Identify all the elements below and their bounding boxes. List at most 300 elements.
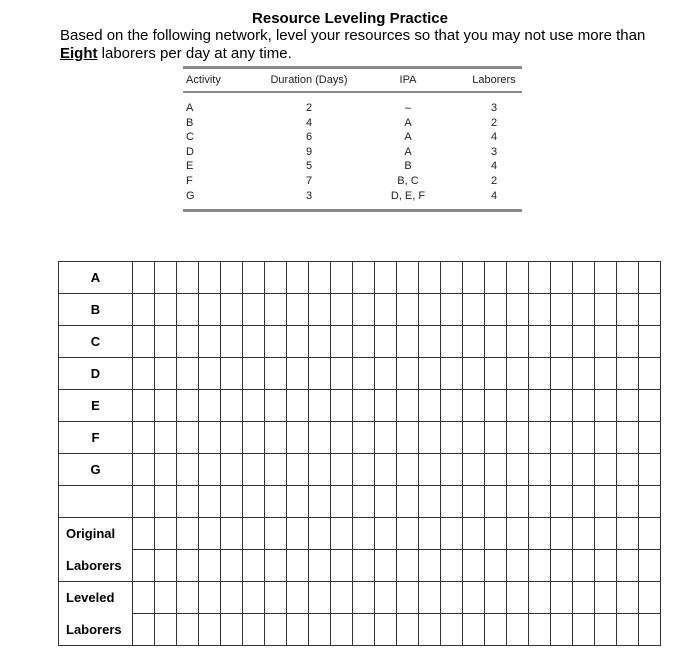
grid-cell[interactable]	[221, 422, 243, 454]
grid-cell[interactable]	[485, 518, 507, 550]
grid-cell[interactable]	[155, 294, 177, 326]
grid-cell[interactable]	[485, 550, 507, 582]
grid-cell[interactable]	[309, 614, 331, 646]
grid-cell[interactable]	[441, 294, 463, 326]
grid-cell[interactable]	[265, 294, 287, 326]
grid-cell[interactable]	[133, 262, 155, 294]
grid-cell[interactable]	[375, 486, 397, 518]
grid-cell[interactable]	[155, 486, 177, 518]
grid-cell[interactable]	[617, 326, 639, 358]
grid-cell[interactable]	[133, 454, 155, 486]
grid-cell[interactable]	[617, 518, 639, 550]
grid-cell[interactable]	[265, 518, 287, 550]
grid-cell[interactable]	[507, 422, 529, 454]
grid-cell[interactable]	[639, 358, 661, 390]
grid-cell[interactable]	[529, 262, 551, 294]
grid-cell[interactable]	[463, 486, 485, 518]
grid-cell[interactable]	[529, 582, 551, 614]
grid-cell[interactable]	[485, 582, 507, 614]
grid-cell[interactable]	[177, 294, 199, 326]
grid-cell[interactable]	[573, 262, 595, 294]
grid-cell[interactable]	[551, 582, 573, 614]
grid-cell[interactable]	[419, 486, 441, 518]
grid-cell[interactable]	[177, 358, 199, 390]
grid-cell[interactable]	[243, 582, 265, 614]
duration-column	[280, 101, 338, 203]
grid-cell[interactable]	[375, 294, 397, 326]
grid-cell[interactable]	[133, 486, 155, 518]
grid-cell[interactable]	[551, 390, 573, 422]
grid-cell[interactable]	[595, 486, 617, 518]
grid-cell[interactable]	[463, 422, 485, 454]
grid-cell[interactable]	[441, 550, 463, 582]
grid-cell[interactable]	[397, 358, 419, 390]
grid-cell[interactable]	[353, 614, 375, 646]
grid-cell[interactable]	[441, 454, 463, 486]
grid-cell[interactable]	[287, 262, 309, 294]
grid-cell[interactable]	[507, 294, 529, 326]
grid-cell[interactable]	[485, 614, 507, 646]
grid-cell[interactable]	[353, 486, 375, 518]
grid-cell[interactable]	[177, 454, 199, 486]
grid-cell[interactable]	[243, 262, 265, 294]
grid-cell[interactable]	[309, 262, 331, 294]
grid-cell[interactable]	[595, 422, 617, 454]
grid-cell[interactable]	[419, 454, 441, 486]
grid-cell[interactable]	[639, 390, 661, 422]
grid-cell[interactable]	[617, 582, 639, 614]
cell-duration: 7	[305, 174, 313, 187]
grid-cell[interactable]	[639, 326, 661, 358]
grid-cell[interactable]	[397, 454, 419, 486]
grid-cell[interactable]	[419, 326, 441, 358]
grid-cell[interactable]	[397, 326, 419, 358]
grid-cell[interactable]	[177, 422, 199, 454]
grid-cell[interactable]	[529, 550, 551, 582]
grid-cell[interactable]	[309, 550, 331, 582]
cell-ipa: A	[404, 131, 412, 144]
grid-cell[interactable]	[617, 550, 639, 582]
grid-cell[interactable]	[243, 390, 265, 422]
grid-cell[interactable]	[485, 294, 507, 326]
grid-cell[interactable]	[265, 390, 287, 422]
grid-cell[interactable]	[133, 614, 155, 646]
grid-cell[interactable]	[309, 454, 331, 486]
grid-cell[interactable]	[463, 326, 485, 358]
grid-cell[interactable]	[639, 614, 661, 646]
grid-cell[interactable]	[309, 326, 331, 358]
grid-cell[interactable]	[287, 358, 309, 390]
grid-cell[interactable]	[155, 582, 177, 614]
row-label-leveled: Leveled	[59, 582, 133, 614]
grid-cell[interactable]	[639, 582, 661, 614]
grid-cell[interactable]	[287, 518, 309, 550]
grid-cell[interactable]	[375, 582, 397, 614]
grid-cell[interactable]	[243, 518, 265, 550]
grid-cell[interactable]	[529, 294, 551, 326]
grid-cell[interactable]	[133, 582, 155, 614]
grid-cell[interactable]	[331, 326, 353, 358]
grid-cell[interactable]	[551, 262, 573, 294]
grid-cell[interactable]	[155, 326, 177, 358]
grid-cell[interactable]	[331, 294, 353, 326]
grid-cell[interactable]	[441, 582, 463, 614]
grid-cell[interactable]	[243, 486, 265, 518]
grid-cell[interactable]	[155, 454, 177, 486]
grid-cell[interactable]	[463, 358, 485, 390]
grid-cell[interactable]	[463, 390, 485, 422]
grid-cell[interactable]	[507, 262, 529, 294]
grid-cell[interactable]	[397, 294, 419, 326]
grid-cell[interactable]	[617, 294, 639, 326]
grid-cell[interactable]	[177, 518, 199, 550]
grid-cell[interactable]	[397, 518, 419, 550]
grid-cell[interactable]	[507, 358, 529, 390]
grid-cell[interactable]	[573, 294, 595, 326]
grid-cell[interactable]	[287, 614, 309, 646]
grid-cell[interactable]	[419, 262, 441, 294]
grid-cell[interactable]	[573, 422, 595, 454]
grid-cell[interactable]	[529, 614, 551, 646]
grid-cell[interactable]	[507, 518, 529, 550]
grid-cell[interactable]	[331, 262, 353, 294]
grid-cell[interactable]	[353, 390, 375, 422]
grid-cell[interactable]	[353, 582, 375, 614]
grid-cell[interactable]	[573, 326, 595, 358]
grid-cell[interactable]	[375, 518, 397, 550]
grid-cell[interactable]	[199, 390, 221, 422]
grid-cell[interactable]	[221, 358, 243, 390]
grid-cell[interactable]	[155, 614, 177, 646]
grid-cell[interactable]	[265, 454, 287, 486]
grid-cell[interactable]	[375, 550, 397, 582]
grid-cell[interactable]	[419, 518, 441, 550]
grid-cell[interactable]	[595, 294, 617, 326]
grid-cell[interactable]	[353, 294, 375, 326]
grid-cell[interactable]	[243, 550, 265, 582]
grid-cell[interactable]	[507, 582, 529, 614]
grid-cell[interactable]	[595, 550, 617, 582]
grid-cell[interactable]	[397, 486, 419, 518]
grid-cell[interactable]	[155, 390, 177, 422]
grid-cell[interactable]	[441, 326, 463, 358]
grid-cell[interactable]	[199, 518, 221, 550]
grid-cell[interactable]	[133, 390, 155, 422]
grid-cell[interactable]	[463, 582, 485, 614]
grid-cell[interactable]	[463, 262, 485, 294]
grid-cell[interactable]	[287, 550, 309, 582]
grid-cell[interactable]	[485, 326, 507, 358]
grid-cell[interactable]	[441, 422, 463, 454]
grid-cell[interactable]	[595, 358, 617, 390]
grid-cell[interactable]	[595, 454, 617, 486]
grid-cell[interactable]	[221, 262, 243, 294]
grid-cell[interactable]	[463, 454, 485, 486]
grid-cell[interactable]	[177, 582, 199, 614]
grid-cell[interactable]	[331, 422, 353, 454]
grid-cell[interactable]	[617, 486, 639, 518]
grid-cell[interactable]	[331, 454, 353, 486]
grid-cell[interactable]	[199, 582, 221, 614]
grid-cell[interactable]	[265, 614, 287, 646]
grid-cell[interactable]	[199, 550, 221, 582]
grid-cell[interactable]	[199, 486, 221, 518]
grid-cell[interactable]	[309, 358, 331, 390]
grid-cell[interactable]	[551, 294, 573, 326]
grid-cell[interactable]	[331, 358, 353, 390]
grid-cell[interactable]	[463, 518, 485, 550]
grid-cell[interactable]	[331, 614, 353, 646]
grid-cell[interactable]	[353, 422, 375, 454]
grid-cell[interactable]	[529, 422, 551, 454]
grid-cell[interactable]	[375, 454, 397, 486]
grid-cell[interactable]	[507, 486, 529, 518]
grid-cell[interactable]	[287, 390, 309, 422]
grid-cell[interactable]	[485, 486, 507, 518]
grid-cell[interactable]	[529, 518, 551, 550]
grid-cell[interactable]	[419, 550, 441, 582]
grid-cell[interactable]	[617, 390, 639, 422]
grid-cell[interactable]	[331, 518, 353, 550]
grid-cell[interactable]	[573, 614, 595, 646]
grid-cell[interactable]	[441, 486, 463, 518]
grid-cell[interactable]	[551, 614, 573, 646]
grid-cell[interactable]	[573, 486, 595, 518]
grid-cell[interactable]	[639, 518, 661, 550]
grid-cell[interactable]	[133, 518, 155, 550]
grid-cell[interactable]	[221, 294, 243, 326]
grid-cell[interactable]	[199, 326, 221, 358]
grid-cell[interactable]	[617, 262, 639, 294]
grid-cell[interactable]	[221, 550, 243, 582]
grid-cell[interactable]	[265, 262, 287, 294]
grid-cell[interactable]	[595, 518, 617, 550]
grid-cell[interactable]	[485, 422, 507, 454]
grid-cell[interactable]	[639, 422, 661, 454]
grid-cell[interactable]	[243, 422, 265, 454]
grid-cell[interactable]	[309, 294, 331, 326]
grid-cell[interactable]	[375, 358, 397, 390]
grid-cell[interactable]	[485, 454, 507, 486]
grid-cell[interactable]	[309, 390, 331, 422]
grid-cell[interactable]	[441, 390, 463, 422]
grid-cell[interactable]	[551, 422, 573, 454]
grid-cell[interactable]	[221, 518, 243, 550]
grid-cell[interactable]	[199, 358, 221, 390]
grid-cell[interactable]	[331, 550, 353, 582]
cell-ipa: B	[404, 160, 412, 173]
laborers-column	[468, 101, 520, 203]
grid-cell[interactable]	[595, 326, 617, 358]
cell-ipa: D, E, F	[390, 189, 426, 202]
grid-cell[interactable]	[353, 326, 375, 358]
grid-cell[interactable]	[177, 486, 199, 518]
grid-cell[interactable]	[529, 326, 551, 358]
grid-cell[interactable]	[243, 614, 265, 646]
grid-cell[interactable]	[353, 358, 375, 390]
grid-cell[interactable]	[331, 486, 353, 518]
grid-cell[interactable]	[595, 262, 617, 294]
grid-cell[interactable]	[595, 582, 617, 614]
grid-cell[interactable]	[441, 614, 463, 646]
grid-cell[interactable]	[397, 614, 419, 646]
grid-cell[interactable]	[353, 518, 375, 550]
grid-cell[interactable]	[221, 582, 243, 614]
grid-cell[interactable]	[287, 454, 309, 486]
grid-cell[interactable]	[353, 550, 375, 582]
grid-cell[interactable]	[419, 582, 441, 614]
grid-cell[interactable]	[639, 262, 661, 294]
grid-cell[interactable]	[595, 614, 617, 646]
grid-cell[interactable]	[573, 582, 595, 614]
grid-cell[interactable]	[529, 390, 551, 422]
grid-cell[interactable]	[133, 294, 155, 326]
grid-cell[interactable]	[133, 358, 155, 390]
grid-cell[interactable]	[397, 390, 419, 422]
grid-cell[interactable]	[133, 550, 155, 582]
grid-cell[interactable]	[375, 262, 397, 294]
grid-cell[interactable]	[177, 326, 199, 358]
grid-cell[interactable]	[551, 326, 573, 358]
grid-cell[interactable]	[419, 614, 441, 646]
grid-cell[interactable]	[155, 518, 177, 550]
grid-cell[interactable]	[133, 422, 155, 454]
grid-cell[interactable]	[309, 422, 331, 454]
grid-cell[interactable]	[485, 262, 507, 294]
grid-cell[interactable]	[243, 358, 265, 390]
grid-cell[interactable]	[221, 390, 243, 422]
grid-cell[interactable]	[331, 390, 353, 422]
grid-cell[interactable]	[265, 358, 287, 390]
grid-cell[interactable]	[287, 422, 309, 454]
grid-cell[interactable]	[463, 614, 485, 646]
grid-cell[interactable]	[199, 262, 221, 294]
grid-cell[interactable]	[617, 358, 639, 390]
grid-cell[interactable]	[287, 582, 309, 614]
grid-cell[interactable]	[353, 262, 375, 294]
grid-cell[interactable]	[441, 358, 463, 390]
grid-row	[59, 262, 661, 294]
grid-cell[interactable]	[441, 262, 463, 294]
grid-cell[interactable]	[551, 550, 573, 582]
grid-cell[interactable]	[397, 422, 419, 454]
grid-cell[interactable]	[177, 262, 199, 294]
grid-cell[interactable]	[463, 294, 485, 326]
grid-cell[interactable]	[573, 358, 595, 390]
grid-cell[interactable]	[221, 454, 243, 486]
grid-cell[interactable]	[243, 326, 265, 358]
table-rule-top	[183, 66, 522, 69]
grid-cell[interactable]	[243, 454, 265, 486]
grid-cell[interactable]	[507, 326, 529, 358]
grid-cell[interactable]	[507, 390, 529, 422]
ipa-column	[373, 101, 443, 203]
grid-cell[interactable]	[199, 422, 221, 454]
grid-cell[interactable]	[419, 422, 441, 454]
grid-cell[interactable]	[199, 294, 221, 326]
grid-cell[interactable]	[265, 582, 287, 614]
grid-cell[interactable]	[155, 262, 177, 294]
grid-cell[interactable]	[287, 294, 309, 326]
grid-cell[interactable]	[529, 454, 551, 486]
grid-cell[interactable]	[573, 550, 595, 582]
grid-cell[interactable]	[309, 582, 331, 614]
grid-cell[interactable]	[177, 614, 199, 646]
grid-cell[interactable]	[243, 294, 265, 326]
grid-cell[interactable]	[573, 454, 595, 486]
grid-cell[interactable]	[573, 390, 595, 422]
grid-cell[interactable]	[551, 454, 573, 486]
grid-cell[interactable]	[155, 422, 177, 454]
grid-cell[interactable]	[507, 454, 529, 486]
grid-cell[interactable]	[221, 486, 243, 518]
grid-cell[interactable]	[529, 358, 551, 390]
grid-cell[interactable]	[617, 454, 639, 486]
grid-cell[interactable]	[155, 358, 177, 390]
grid-cell[interactable]	[375, 326, 397, 358]
grid-cell[interactable]	[221, 614, 243, 646]
grid-cell[interactable]	[265, 422, 287, 454]
grid-cell[interactable]	[397, 262, 419, 294]
grid-cell[interactable]	[639, 486, 661, 518]
grid-cell[interactable]	[375, 422, 397, 454]
grid-cell[interactable]	[485, 358, 507, 390]
row-label: G	[59, 454, 133, 486]
grid-cell[interactable]	[419, 358, 441, 390]
grid-cell[interactable]	[375, 390, 397, 422]
grid-cell[interactable]	[397, 550, 419, 582]
grid-cell[interactable]	[221, 326, 243, 358]
grid-cell[interactable]	[639, 550, 661, 582]
cell-activity: E	[186, 160, 194, 173]
grid-cell[interactable]	[595, 390, 617, 422]
grid-cell[interactable]	[199, 454, 221, 486]
grid-cell[interactable]	[551, 486, 573, 518]
grid-cell[interactable]	[573, 518, 595, 550]
grid-cell[interactable]	[353, 454, 375, 486]
grid-cell[interactable]	[397, 582, 419, 614]
grid-cell[interactable]	[155, 550, 177, 582]
grid-cell[interactable]	[463, 550, 485, 582]
grid-cell[interactable]	[639, 294, 661, 326]
grid-cell[interactable]	[177, 550, 199, 582]
grid-cell[interactable]	[419, 294, 441, 326]
grid-cell[interactable]	[331, 582, 353, 614]
grid-cell[interactable]	[551, 518, 573, 550]
grid-cell[interactable]	[287, 486, 309, 518]
grid-cell[interactable]	[287, 326, 309, 358]
grid-cell[interactable]	[265, 550, 287, 582]
grid-cell[interactable]	[507, 550, 529, 582]
grid-cell[interactable]	[529, 486, 551, 518]
grid-cell[interactable]	[551, 358, 573, 390]
grid-cell[interactable]	[375, 614, 397, 646]
grid-cell[interactable]	[309, 518, 331, 550]
grid-cell[interactable]	[485, 390, 507, 422]
grid-cell[interactable]	[133, 326, 155, 358]
grid-cell[interactable]	[265, 486, 287, 518]
grid-cell[interactable]	[199, 614, 221, 646]
grid-cell[interactable]	[507, 614, 529, 646]
grid-cell[interactable]	[617, 614, 639, 646]
grid-cell[interactable]	[639, 454, 661, 486]
grid-cell[interactable]	[177, 390, 199, 422]
grid-cell[interactable]	[441, 518, 463, 550]
grid-cell[interactable]	[309, 486, 331, 518]
grid-cell[interactable]	[265, 326, 287, 358]
grid-cell[interactable]	[617, 422, 639, 454]
grid-cell[interactable]	[419, 390, 441, 422]
